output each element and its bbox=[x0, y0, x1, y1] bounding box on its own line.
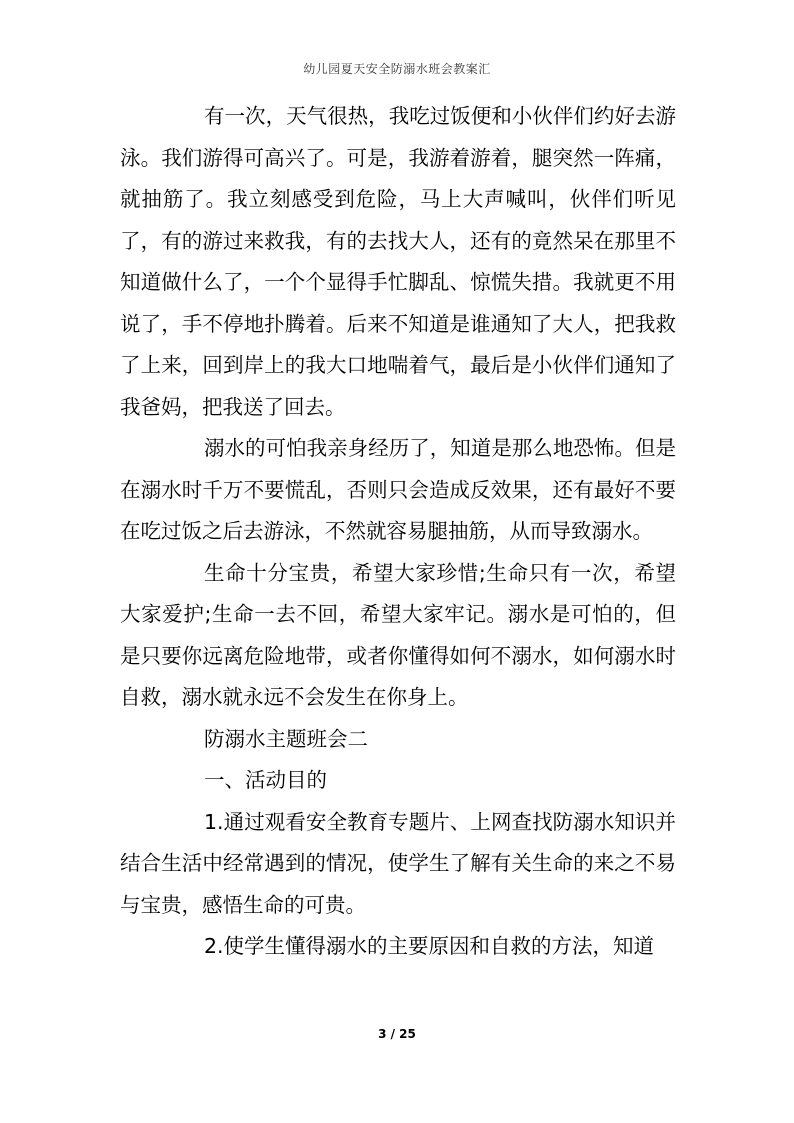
paragraph-2: 溺水的可怕我亲身经历了，知道是那么地恐怖。但是在溺水时千万不要慌乱，否则只会造成反效果，还有最好不要在吃过饭之后去游泳，不然就容易腿抽筋，从而导致溺水。 bbox=[120, 436, 676, 543]
page-number: 3 / 25 bbox=[378, 1027, 416, 1041]
objective-item-2: 2.使学生懂得溺水的主要原因和自救的方法，知道 bbox=[204, 934, 655, 958]
section-heading-meeting-two: 防溺水主题班会二 bbox=[204, 726, 368, 751]
paragraph-1: 有一次，天气很热，我吃过饭便和小伙伴们约好去游泳。我们游得可高兴了。可是，我游着游着，腿突然一阵痛，就抽筋了。我立刻感受到危险，马上大声喊叫，伙伴们听见了，有的游过来救我，有的去找大人，还有的竟然呆在那里不知道做什么了，一个个显得手忙脚乱、惊慌失措。我就更不用说了，手不停地扑腾着。后来不知道是谁通知了大人，把我救了上来，回到岸上的我大口地喘着气，最后是小伙伴们通知了我爸妈，把我送了回去。 bbox=[120, 104, 676, 419]
subsection-heading-objectives: 一、活动目的 bbox=[204, 768, 327, 792]
objective-item-1: 1.通过观看安全教育专题片、上网查找防溺水知识并结合生活中经常遇到的情况，使学生了解有关生命的来之不易与宝贵，感悟生命的可贵。 bbox=[120, 809, 676, 917]
paragraph-3: 生命十分宝贵，希望大家珍惜;生命只有一次，希望大家爱护;生命一去不回，希望大家牢记。溺水是可怕的，但是只要你远离危险地带，或者你懂得如何不溺水，如何溺水时自救，溺水就永远不会发生在你身上。 bbox=[120, 560, 676, 709]
page-content bbox=[120, 96, 676, 968]
page-header-title: 幼儿园夏天安全防溺水班会教案汇 bbox=[303, 62, 491, 76]
